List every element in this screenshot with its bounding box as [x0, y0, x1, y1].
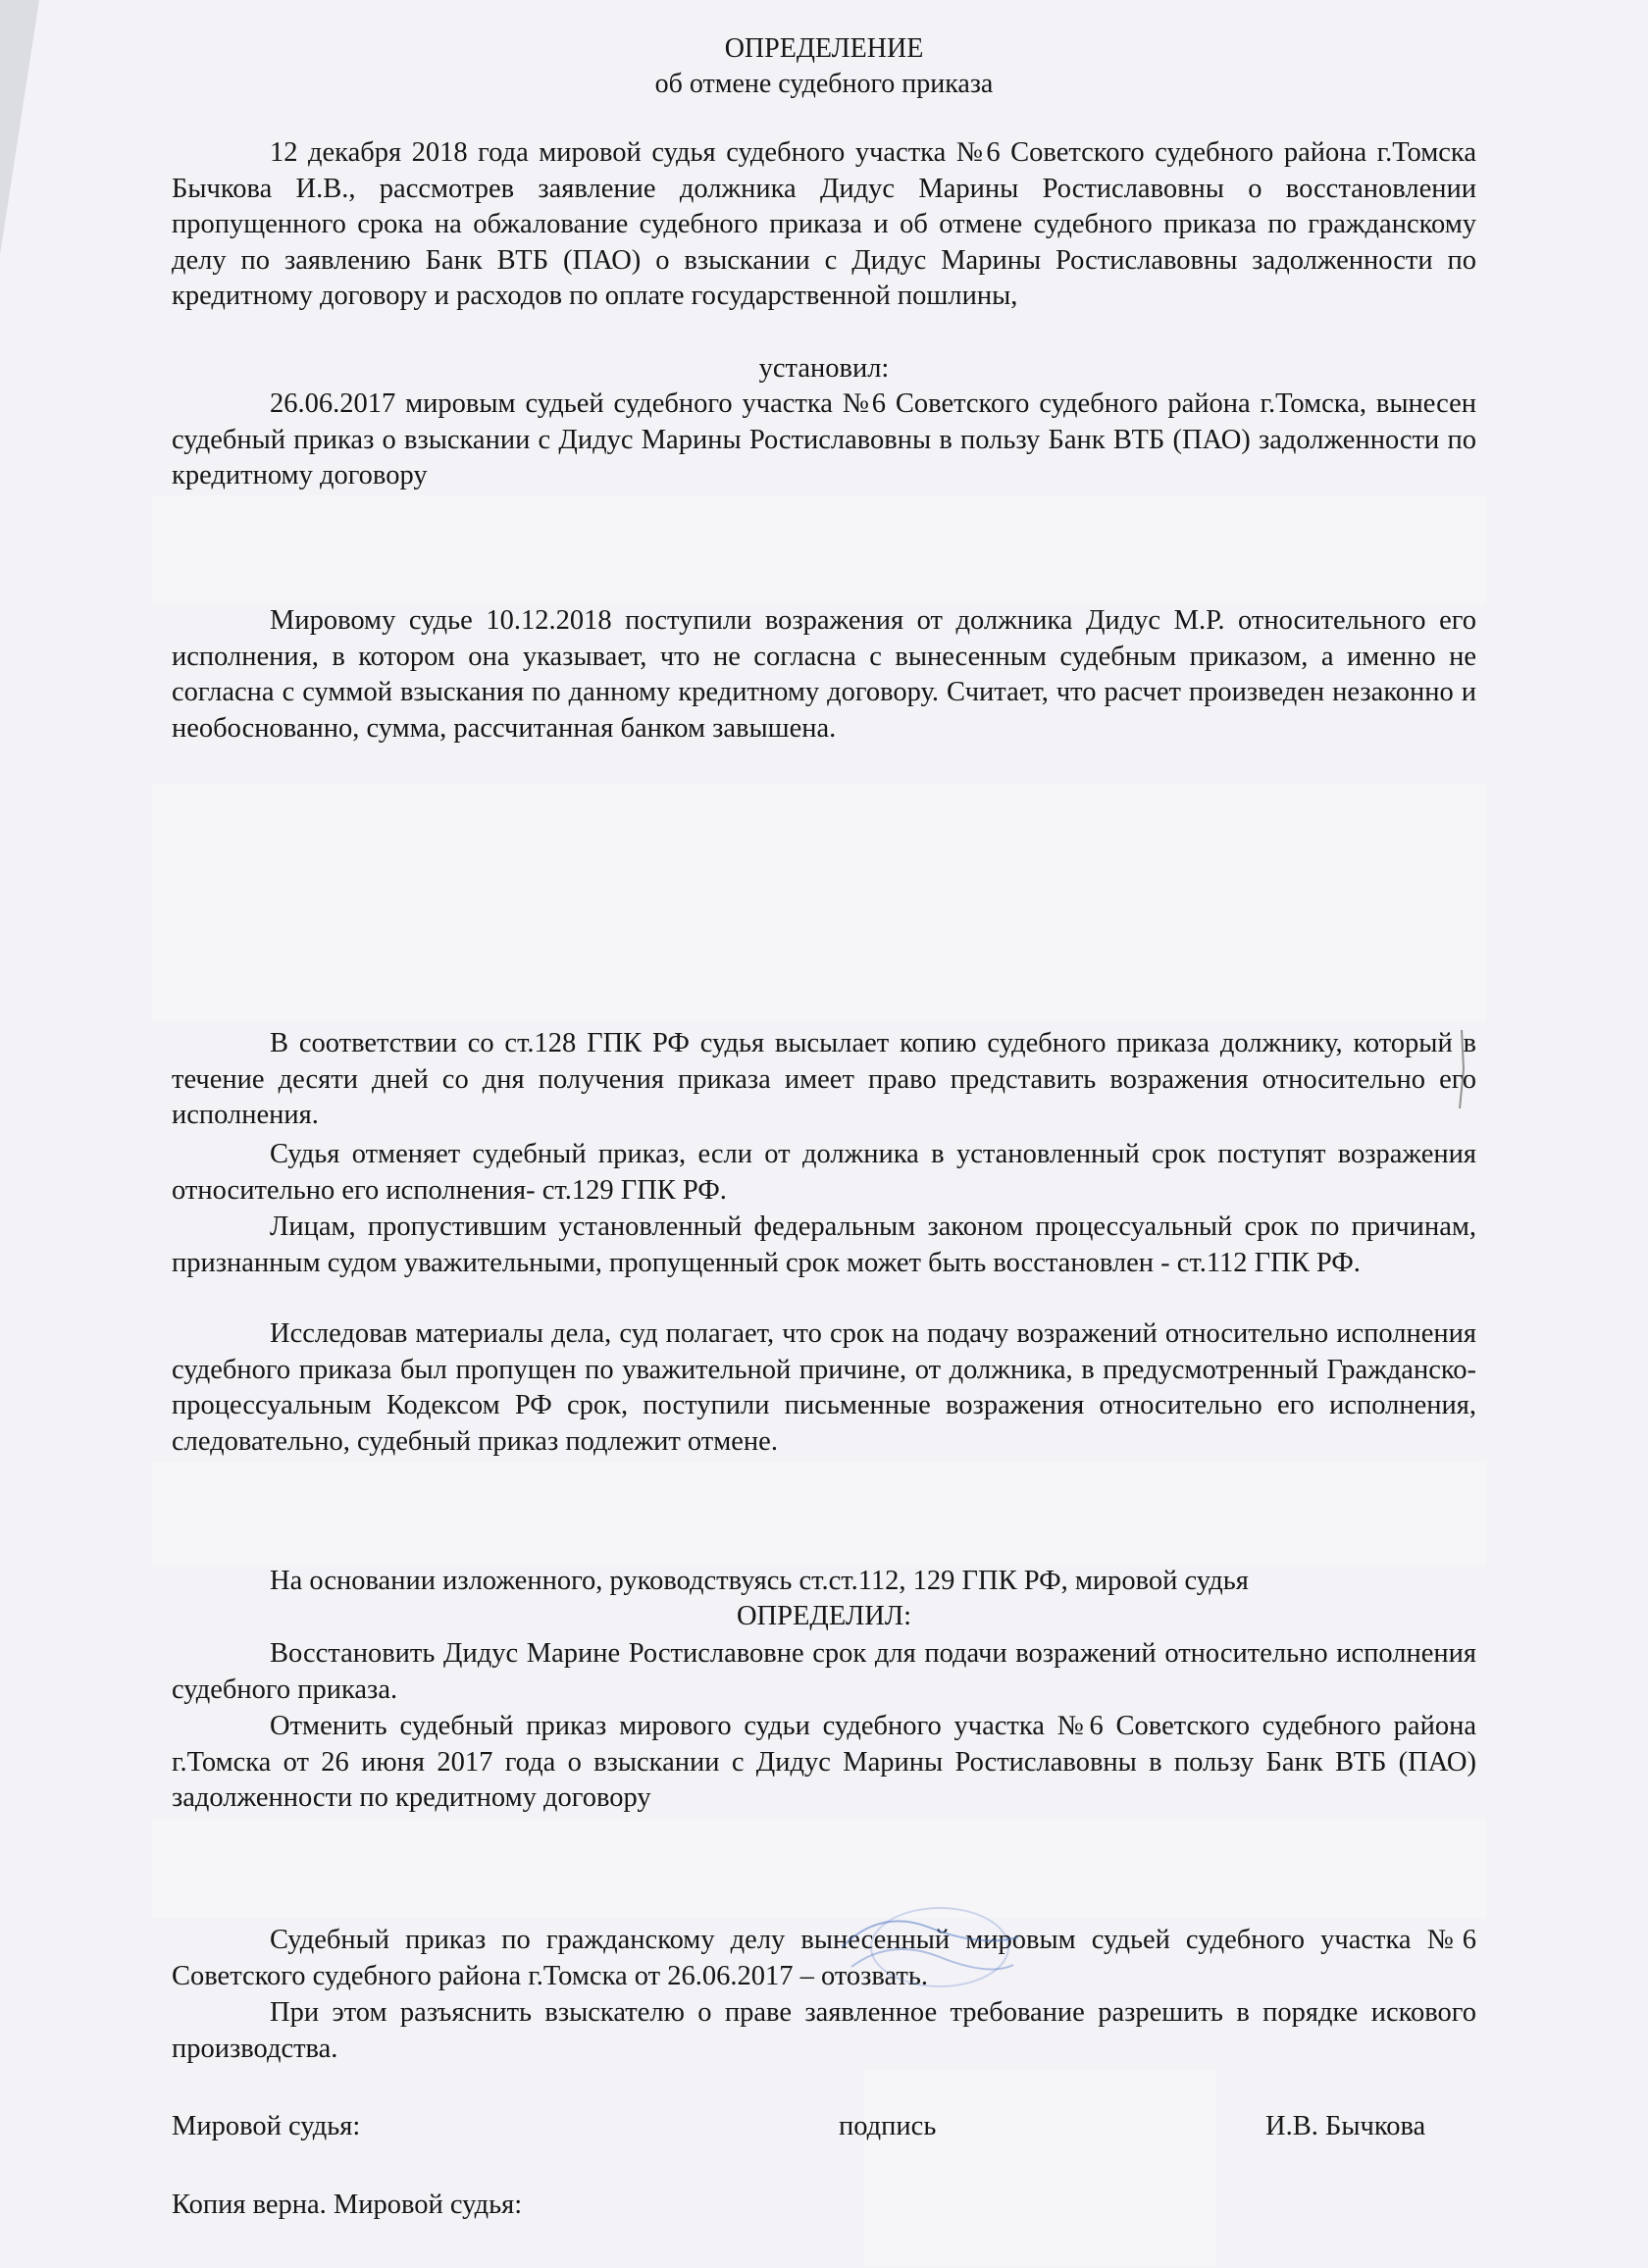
document-title: ОПРЕДЕЛЕНИЕ [724, 33, 924, 64]
redacted-block [152, 495, 1486, 603]
judge-name: И.В. Бычкова [1265, 2111, 1426, 2141]
redacted-block [152, 1820, 1486, 1918]
signature-placeholder: подпись [839, 2111, 937, 2141]
paragraph-4: Судья отменяет судебный приказ, если от должника в установленный срок поступят возражения относительно его исполнения- ст.129 ГПК РФ. [172, 1139, 1476, 1206]
paragraph-intro: 12 декабря 2018 года мировой судья судебного участка №6 Советского судебного района г.Томска Бычкова И.В., рассмотрев заявление должника Дидус Марины Ростиславовны о восстановлении пропущенного срока на обжалование судебного приказа и об отмене судебного приказа по гражданскому делу по заявлению Банк ВТБ (ПАО) о взыскании с Дидус Марины Ростиславовны задолженности по кредитному договору и расходов по оплате государственной пошлины, [172, 137, 1476, 311]
copy-certification-label: Копия верна. Мировой судья: [172, 2190, 523, 2220]
paragraph-1: 26.06.2017 мировым судьей судебного участка №6 Советского судебного района г.Томска, вынесен судебный приказ о взыскании с Дидус Марины Ростиславовны в пользу Банк ВТБ (ПАО) задолженности по кредитному договору [172, 388, 1476, 490]
paragraph-9: Отменить судебный приказ мирового судьи судебного участка №6 Советского судебного района г.Томска от 26 июня 2017 года о взыскании с Дидус Марины Ростиславовны в пользу Банк ВТБ (ПАО) задолженности по кредитному договору [172, 1711, 1476, 1813]
signature-role-label: Мировой судья: [172, 2111, 361, 2141]
determined-heading: ОПРЕДЕЛИЛ: [736, 1601, 912, 1631]
court-stamp-icon [832, 1888, 1028, 1996]
paragraph-10: Судебный приказ по гражданскому делу вынесенный мировым судьей судебного участка №6 Советского судебного района г.Томска от 26.06.2017 – отозвать. [172, 1925, 1476, 1991]
redacted-block [863, 2070, 1216, 2266]
paragraph-11: При этом разъяснить взыскателю о праве заявленное требование разрешить в порядке искового производства. [172, 1997, 1476, 2064]
established-heading: установил: [758, 353, 890, 384]
paragraph-3: В соответствии со ст.128 ГПК РФ судья высылает копию судебного приказа должнику, который в течение десяти дней со дня получения приказа имеет право представить возражения относительно его исполнения. [172, 1028, 1476, 1130]
paragraph-6: Исследовав материалы дела, суд полагает, что срок на подачу возражений относительно исполнения судебного приказа был пропущен по уважительной причине, от должника, в предусмотренный Гражданско-процессуальным Кодексом РФ срок, поступили письменные возражения относительно его исполнения, следовательно, судебный приказ подлежит отмене. [172, 1318, 1476, 1457]
paragraph-7: На основании изложенного, руководствуясь ст.ст.112, 129 ГПК РФ, мировой судья [270, 1566, 1249, 1596]
paragraph-8: Восстановить Дидус Марине Ростиславовне срок для подачи возражений относительно исполнения судебного приказа. [172, 1638, 1476, 1705]
margin-mark-icon [1452, 1030, 1471, 1108]
paragraph-5: Лицам, пропустившим установленный федеральным законом процессуальный срок по причинам, признанным судом уважительными, пропущенный срок может быть восстановлен - ст.112 ГПК РФ. [172, 1211, 1476, 1278]
redacted-block [152, 785, 1486, 1020]
redacted-block [152, 1462, 1486, 1565]
document-subtitle: об отмене судебного приказа [654, 69, 994, 99]
paragraph-2: Мировому судье 10.12.2018 поступили возражения от должника Дидус М.Р. относительного его исполнения, в котором она указывает, что не согласна с вынесенным судебным приказом, а именно не согласна с суммой взыскания по данному кредитному договору. Считает, что расчет произведен незаконно и необоснованно, сумма, рассчитанная банком завышена. [172, 605, 1476, 744]
